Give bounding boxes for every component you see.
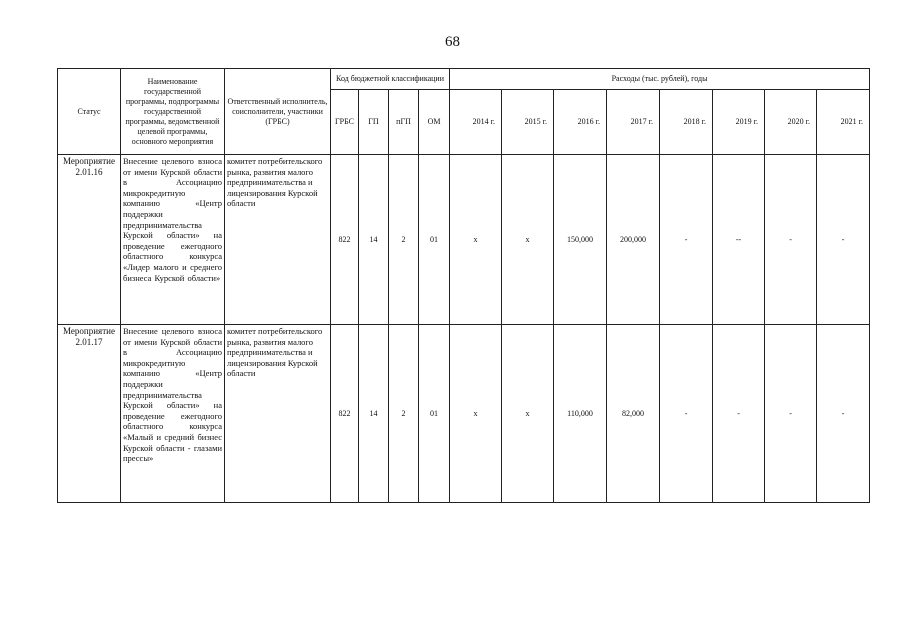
header-year: 2014 г.: [450, 90, 502, 155]
row-value: 110,000: [554, 325, 607, 503]
header-budget-code: Код бюджетной классификации: [331, 69, 450, 90]
row-value: -: [660, 155, 713, 325]
row-value: -: [713, 325, 765, 503]
header-year: 2015 г.: [502, 90, 554, 155]
row-value: 82,000: [607, 325, 660, 503]
header-status: Статус: [58, 69, 121, 155]
header-year: 2021 г.: [817, 90, 870, 155]
row-value: 200,000: [607, 155, 660, 325]
row-value: -: [817, 155, 870, 325]
row-value: х: [502, 155, 554, 325]
row-value: х: [502, 325, 554, 503]
row-value: х: [450, 155, 502, 325]
row-value: -: [817, 325, 870, 503]
row-code-gp: 14: [359, 325, 389, 503]
row-code-grbs: 822: [331, 155, 359, 325]
header-code-gp: ГП: [359, 90, 389, 155]
row-responsible: комитет потребительского рынка, развития малого предпринимательства и лицензирования Курской области: [225, 325, 331, 503]
header-name: Наименование государственной программы, подпрограммы государственной программы, ведомственной целевой программы, основного мероприятия: [121, 69, 225, 155]
header-code-om: ОМ: [419, 90, 450, 155]
row-code-pgp: 2: [389, 325, 419, 503]
row-code-grbs: 822: [331, 325, 359, 503]
row-code-gp: 14: [359, 155, 389, 325]
row-value: 150,000: [554, 155, 607, 325]
row-code-om: 01: [419, 325, 450, 503]
row-name: Внесение целевого взноса от имени Курской области в Ассоциацию микрокредитную компанию «Центр поддержки предпринимательства Курской области» на проведение ежегодного областного конкурса «Малый и средний бизнес Курской области - глазами прессы»: [121, 325, 225, 503]
row-name: Внесение целевого взноса от имени Курской области в Ассоциацию микрокредитную компанию «Центр поддержки предпринимательства Курской области» на проведение ежегодного областного конкурса «Лидер малого и среднего бизнеса Курской области»: [121, 155, 225, 325]
table-row: [58, 155, 870, 325]
row-value: х: [450, 325, 502, 503]
row-status: Мероприятие 2.01.16: [58, 155, 121, 325]
row-code-pgp: 2: [389, 155, 419, 325]
row-value: --: [713, 155, 765, 325]
header-expenses: Расходы (тыс. рублей), годы: [450, 69, 870, 90]
header-responsible: Ответственный исполнитель, соисполнители, участники (ГРБС): [225, 69, 331, 155]
row-value: -: [765, 325, 817, 503]
header-code-grbs: ГРБС: [331, 90, 359, 155]
header-year: 2017 г.: [607, 90, 660, 155]
header-year: 2016 г.: [554, 90, 607, 155]
header-year: 2019 г.: [713, 90, 765, 155]
header-row-top: [58, 69, 870, 90]
header-year: 2018 г.: [660, 90, 713, 155]
row-value: -: [765, 155, 817, 325]
row-value: -: [660, 325, 713, 503]
budget-table: [57, 68, 870, 503]
row-code-om: 01: [419, 155, 450, 325]
row-status: Мероприятие 2.01.17: [58, 325, 121, 503]
header-code-pgp: пГП: [389, 90, 419, 155]
table-row: [58, 325, 870, 503]
row-responsible: комитет потребительского рынка, развития малого предпринимательства и лицензирования Курской области: [225, 155, 331, 325]
header-year: 2020 г.: [765, 90, 817, 155]
page-number: 68: [445, 34, 460, 50]
